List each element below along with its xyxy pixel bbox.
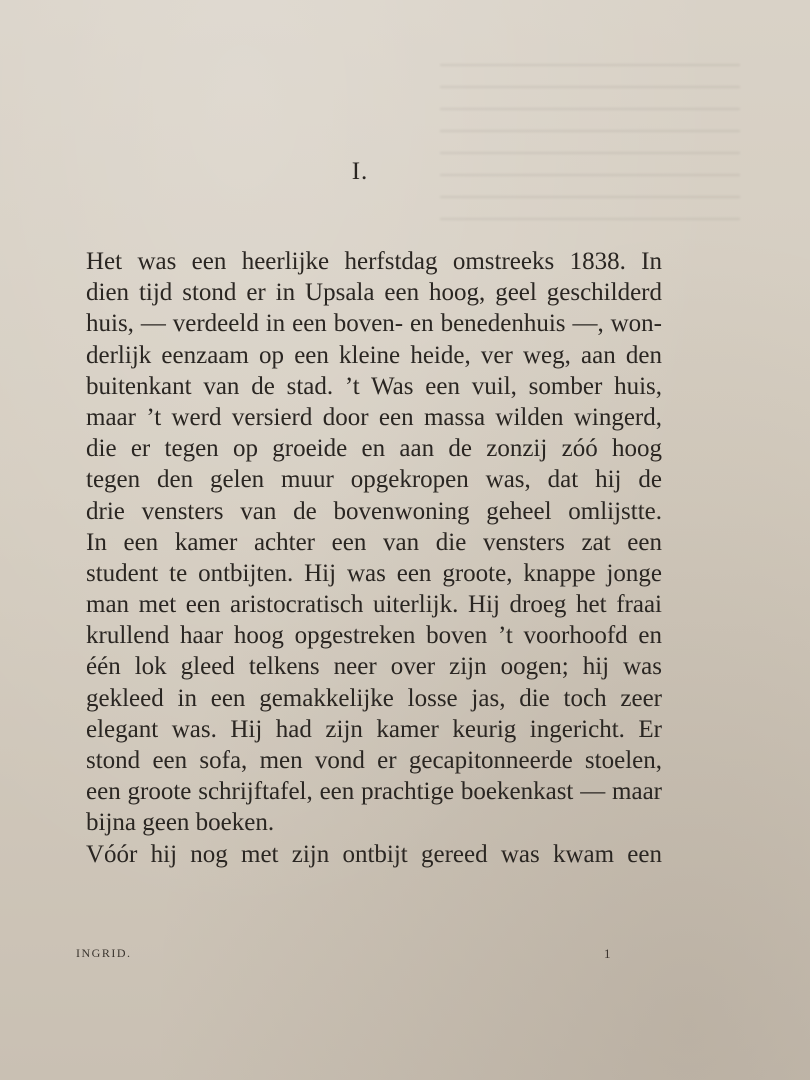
text-line: man met een aristocratisch uiterlijk. Hij droeg het fraai	[86, 591, 662, 619]
body-text	[86, 246, 662, 870]
text-line: derlijk eenzaam op een kleine heide, ver weg, aan den	[86, 341, 662, 369]
text-line: bijna geen boeken.	[86, 809, 275, 837]
paragraph-1	[86, 246, 662, 527]
text-line: Vóór hij nog met zijn ontbijt gereed was kwam een	[86, 840, 662, 868]
text-line: tegen den gelen muur opgekropen was, dat hij de	[86, 466, 662, 494]
text-line: elegant was. Hij had zijn kamer keurig ingericht. Er	[86, 715, 662, 743]
chapter-heading: I.	[351, 158, 369, 185]
text-line: Het was een heerlijke herfstdag omstreeks 1838. In	[86, 248, 662, 275]
page-number: 1	[604, 946, 612, 961]
text-line: In een kamer achter een van die vensters zat een	[86, 528, 662, 556]
text-line: stond een sofa, men vond er gecapitonneerde stoelen,	[86, 747, 662, 774]
show-through-text	[440, 60, 740, 220]
paragraph-2	[86, 527, 662, 839]
text-line: krullend haar hoog opgestreken boven ’t voorhoofd en	[86, 622, 662, 650]
text-line: gekleed in een gemakkelijke losse jas, die toch zeer	[86, 684, 662, 712]
text-line: één lok gleed telkens neer over zijn oogen; hij was	[86, 653, 662, 681]
text-line: dien tijd stond er in Upsala een hoog, geel geschilderd	[86, 279, 662, 307]
text-line: maar ’t werd versierd door een massa wilden wingerd,	[86, 403, 662, 431]
text-line: student te ontbijten. Hij was een groote, knappe jonge	[86, 559, 662, 587]
paragraph-3	[86, 839, 662, 870]
text-line: huis, — verdeeld in een boven- en benedenhuis —, won-	[86, 310, 662, 338]
signature-mark: INGRID.	[76, 946, 132, 960]
text-line: die er tegen op groeide en aan de zonzij zóó hoog	[86, 435, 662, 463]
text-line: drie vensters van de bovenwoning geheel omlijstte.	[86, 497, 662, 525]
text-line: buitenkant van de stad. ’t Was een vuil, somber huis,	[86, 372, 662, 400]
text-line: een groote schrijftafel, een prachtige boekenkast — maar	[86, 778, 662, 806]
